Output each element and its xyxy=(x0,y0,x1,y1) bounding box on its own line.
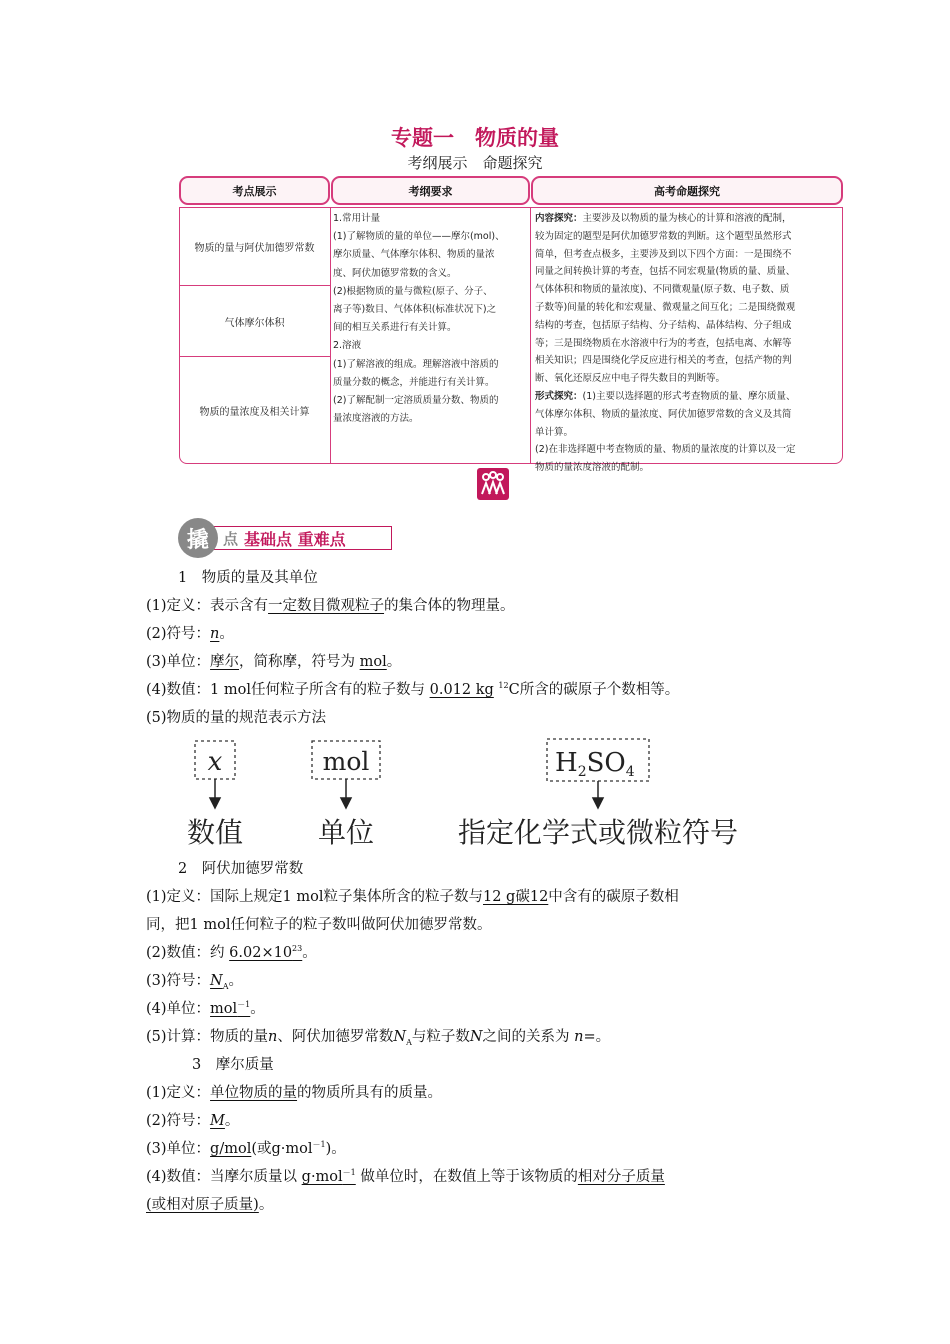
box-unit-mol: mol xyxy=(322,747,370,776)
box-value-x: x xyxy=(207,747,223,777)
exam-outline-table xyxy=(179,176,843,474)
section-divider-icon xyxy=(477,468,509,500)
answer-blank: $6.02\times 10^{23}$ xyxy=(229,944,303,961)
section-2-heading: 2 阿伏加德罗常数 xyxy=(178,861,304,877)
tanjiu-line: 断、氧化还原反应中电子得失数目的判断等。 xyxy=(535,373,726,385)
badge-circle: 撬 xyxy=(178,518,218,558)
tanjiu-line: 气体摩尔体积、物质的量浓度、阿伏加德罗常数的含义及其简 xyxy=(535,408,792,420)
badge-title: 基础点 重难点 xyxy=(244,529,346,549)
yaoqiu-line: (1)了解物质的量的单位——摩尔(mol)、 xyxy=(333,231,505,243)
tanjiu-line: (2)在非选择题中考查物质的量、物质的量浓度的计算以及一定 xyxy=(535,444,796,456)
section-badge xyxy=(178,518,392,558)
yaoqiu-line: 1.常用计量 xyxy=(333,213,381,224)
tanjiu-line: 物质的量浓度溶液的配制。 xyxy=(535,462,650,474)
table-header-yaoqiu: 考纲要求 xyxy=(331,176,530,205)
kaodian-cell: 物质的量与阿伏加德罗常数 xyxy=(194,242,315,254)
s3-unit: (3)单位：g/mol(或g·mol$^{-1}$)。 xyxy=(146,1140,346,1157)
label-formula: 指定化学式或微粒符号 xyxy=(457,816,739,848)
label-value: 数值 xyxy=(186,816,244,848)
yaoqiu-line: 间的相互关系进行有关计算。 xyxy=(333,322,457,334)
tanjiu-line: 相关知识；四是围绕化学反应进行相关的考查，包括产物的判 xyxy=(535,355,792,367)
section-3-heading: 3 摩尔质量 xyxy=(192,1057,274,1073)
answer-blank: 摩尔 xyxy=(210,654,240,670)
label-unit: 单位 xyxy=(317,816,375,848)
yaoqiu-line: 2.溶液 xyxy=(333,340,362,352)
answer-blank: 12 g碳12 xyxy=(483,889,549,905)
yaoqiu-line: (2)了解配制一定溶质质量分数、物质的 xyxy=(333,395,499,407)
page-subtitle: 考纲展示 命题探究 xyxy=(407,154,543,172)
s1-definition: (1)定义：表示含有一定数目微观粒子的集合体的物理量。 xyxy=(146,598,515,614)
s1-value: (4)数值：1 mol任何粒子所含有的粒子数与 0.012 kg $^{12}$C所含的碳原子个数相等。 xyxy=(146,681,680,698)
tanjiu-line: 气体体积和物质的量浓度)、不同微观量(原子数、电子数、质 xyxy=(535,284,790,296)
s1-symbol: (2)符号：n。 xyxy=(146,626,234,642)
s1-norm: (5)物质的量的规范表示方法 xyxy=(146,710,327,726)
s3-definition: (1)定义：单位物质的量的物质所具有的质量。 xyxy=(146,1085,443,1101)
answer-blank: g/mol xyxy=(210,1141,252,1157)
s2-value: (2)数值：约 $6.02\times 10^{23}$。 xyxy=(146,944,317,961)
yaoqiu-line: 离子等)数目、气体体积(标准状况下)之 xyxy=(333,304,497,316)
answer-blank: n xyxy=(210,626,220,642)
s1-unit: (3)单位：摩尔，简称摩，符号为 mol。 xyxy=(146,654,402,670)
badge-small-text: 点 xyxy=(223,529,239,548)
box-formula: H2SO4 xyxy=(555,748,635,780)
s3-value: (4)数值：当摩尔质量以 g·mol$^{-1}$ 做单位时，在数值上等于该物质的相对分子质量 xyxy=(146,1168,665,1185)
tanjiu-line: 单计算。 xyxy=(535,426,574,438)
yaoqiu-line: 质量分数的概念，并能进行有关计算。 xyxy=(333,376,495,388)
badge-bar xyxy=(210,526,392,550)
yaoqiu-line: 量浓度溶液的方法。 xyxy=(333,413,419,425)
s2-symbol: (3)符号：$N_A$。 xyxy=(146,973,244,991)
tanjiu-label: 内容探究： xyxy=(535,213,583,224)
tanjiu-text xyxy=(535,210,841,477)
yaoqiu-text xyxy=(333,210,529,428)
section-1-heading: 1 物质的量及其单位 xyxy=(178,570,318,586)
yaoqiu-line: (2)根据物质的量与微粒(原子、分子、 xyxy=(333,285,493,297)
tanjiu-line: 同量之间转换计算的考查，包括不同宏观量(物质的量、质量、 xyxy=(535,266,796,278)
answer-blank: (或相对原子质量) xyxy=(146,1197,259,1213)
answer-blank: M xyxy=(210,1113,225,1129)
tanjiu-line: 结构的考查，包括原子结构、分子结构、晶体结构、分子组成 xyxy=(535,319,792,331)
answer-blank: mol xyxy=(359,654,387,670)
s3-symbol: (2)符号：M。 xyxy=(146,1113,240,1129)
page-title: 专题一 物质的量 xyxy=(391,126,559,150)
answer-blank: g·mol$^{-1}$ xyxy=(301,1168,356,1185)
answer-blank: 一定数目微观粒子 xyxy=(268,598,385,614)
tanjiu-line: 等；三是围绕物质在水溶液中行为的考查，包括电离、水解等 xyxy=(535,337,792,349)
tanjiu-line: 内容探究：主要涉及以物质的量为核心的计算和溶液的配制， xyxy=(535,213,792,224)
yaoqiu-line: 度、阿伏加德罗常数的含义。 xyxy=(333,267,457,279)
table-header-kaodian: 考点展示 xyxy=(179,176,330,205)
yaoqiu-line: (1)了解溶液的组成。理解溶液中溶质的 xyxy=(333,358,499,370)
table-divider xyxy=(530,207,531,464)
notation-diagram xyxy=(175,736,765,848)
s2-definition: (1)定义：国际上规定1 mol粒子集体所含的粒子数与12 g碳12中含有的碳原子数相 xyxy=(146,889,679,905)
tanjiu-line: 形式探究：(1)主要以选择题的形式考查物质的量、摩尔质量、 xyxy=(535,390,796,402)
table-divider xyxy=(330,207,331,464)
answer-blank: 0.012 kg xyxy=(429,682,494,698)
table-header-tanjiu: 高考命题探究 xyxy=(531,176,843,205)
answer-blank: 相对分子质量 xyxy=(577,1169,665,1185)
s2-unit: (4)单位：mol$^{-1}$。 xyxy=(146,1000,265,1017)
answer-blank: 单位物质的量 xyxy=(210,1085,298,1101)
tanjiu-line: 简单，但考查点极多，主要涉及到以下四个方面：一是围绕不 xyxy=(535,248,792,260)
kaodian-cell: 气体摩尔体积 xyxy=(224,317,285,329)
tanjiu-line: 子数等)间量的转化和宏观量、微观量之间互化；二是围绕微观 xyxy=(535,301,796,313)
s2-definition-line2: 同，把1 mol任何粒子的粒子数叫做阿伏加德罗常数。 xyxy=(146,917,492,933)
yaoqiu-line: 摩尔质量、气体摩尔体积、物质的量浓 xyxy=(333,249,495,261)
answer-blank: mol$^{-1}$ xyxy=(210,1000,251,1017)
tanjiu-line: 较为固定的题型是阿伏加德罗常数的判断。这个题型虽然形式 xyxy=(535,230,792,242)
s2-calculation: (5)计算：物质的量n、阿伏加德罗常数$N_A$与粒子数N之间的关系为 n=。 xyxy=(146,1029,611,1047)
tanjiu-label: 形式探究： xyxy=(535,390,583,402)
kaodian-cell: 物质的量浓度及相关计算 xyxy=(199,407,310,418)
answer-blank: $N_A$ xyxy=(210,973,229,991)
s3-value-line2: (或相对原子质量)。 xyxy=(146,1197,274,1213)
